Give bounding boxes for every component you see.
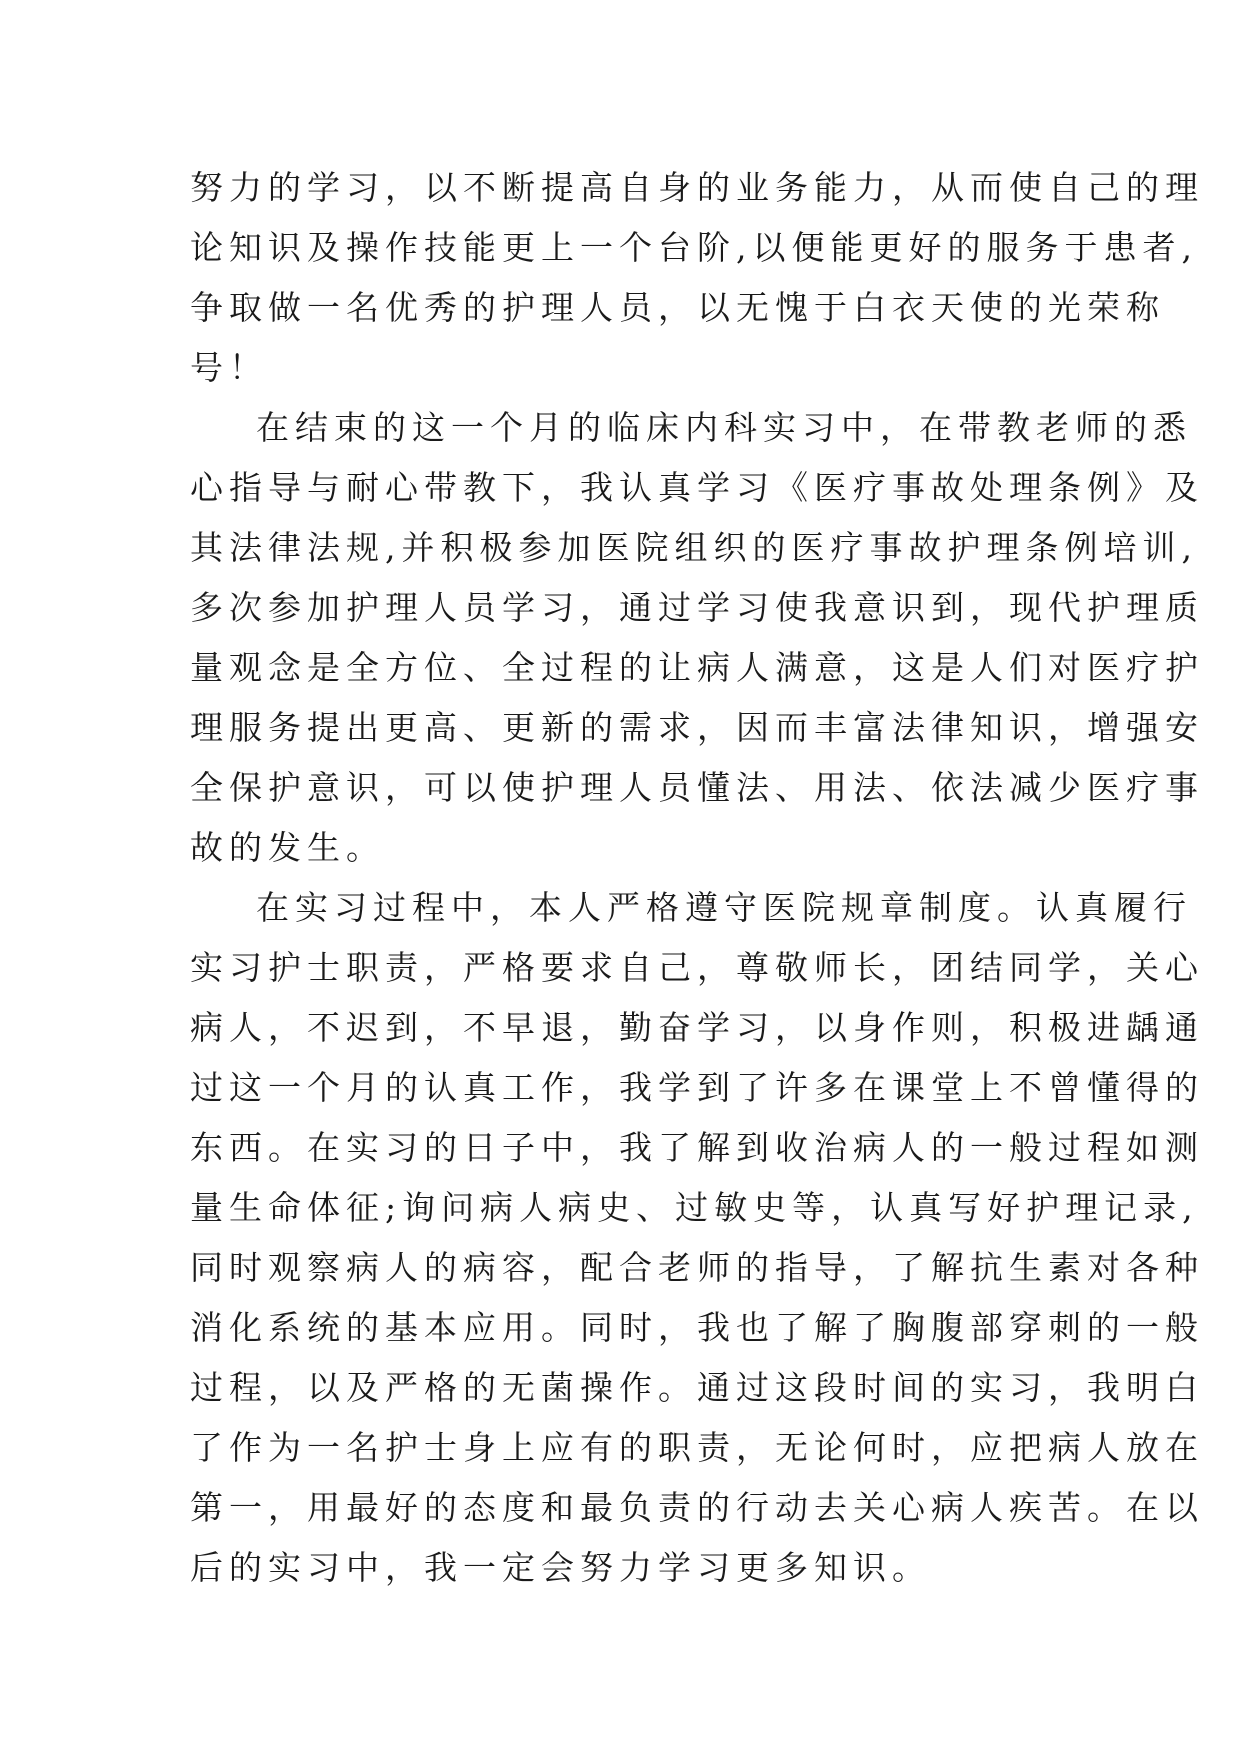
text-line: 心指导与耐心带教下，我认真学习《医疗事故处理条例》及 [190, 468, 1204, 507]
paragraph-2 [190, 398, 1204, 878]
text-line: 消化系统的基本应用。同时，我也了解了胸腹部穿刺的一般 [190, 1308, 1204, 1347]
text-line: 多次参加护理人员学习，通过学习使我意识到，现代护理质 [190, 588, 1204, 627]
paragraph-3 [190, 878, 1204, 1598]
text-line: 其法律法规,并积极参加医院组织的医疗事故护理条例培训, [190, 528, 1198, 567]
text-line: 努力的学习，以不断提高自身的业务能力，从而使自己的理 [190, 168, 1204, 207]
text-line: 理服务提出更高、更新的需求，因而丰富法律知识，增强安 [190, 708, 1204, 747]
text-line: 量生命体征;询问病人病史、过敏史等，认真写好护理记录, [190, 1188, 1199, 1227]
text-line: 在实习过程中，本人严格遵守医院规章制度。认真履行 [256, 888, 1192, 927]
paragraph-1 [190, 158, 1204, 398]
text-line: 争取做一名优秀的护理人员，以无愧于白衣天使的光荣称 [190, 288, 1165, 327]
text-line: 在结束的这一个月的临床内科实习中，在带教老师的悉 [256, 408, 1192, 447]
text-line: 病人，不迟到，不早退，勤奋学习，以身作则，积极进龋通 [190, 1008, 1204, 1047]
text-line: 故的发生。 [190, 828, 385, 867]
text-line: 同时观察病人的病容，配合老师的指导，了解抗生素对各种 [190, 1248, 1204, 1287]
text-line: 第一，用最好的态度和最负责的行动去关心病人疾苦。在以 [190, 1488, 1204, 1527]
document-body [190, 158, 1204, 1598]
text-line: 了作为一名护士身上应有的职责，无论何时，应把病人放在 [190, 1428, 1204, 1467]
text-line: 量观念是全方位、全过程的让病人满意，这是人们对医疗护 [190, 648, 1204, 687]
text-line: 过这一个月的认真工作，我学到了许多在课堂上不曾懂得的 [190, 1068, 1204, 1107]
text-line: 论知识及操作技能更上一个台阶,以便能更好的服务于患者, [190, 228, 1198, 267]
text-line: 后的实习中，我一定会努力学习更多知识。 [190, 1548, 931, 1587]
text-line: 东西。在实习的日子中，我了解到收治病人的一般过程如测 [190, 1128, 1204, 1167]
text-line: 号！ [190, 348, 268, 387]
text-line: 实习护士职责，严格要求自己，尊敬师长，团结同学，关心 [190, 948, 1204, 987]
text-line: 过程，以及严格的无菌操作。通过这段时间的实习，我明白 [190, 1368, 1204, 1407]
text-line: 全保护意识，可以使护理人员懂法、用法、依法减少医疗事 [190, 768, 1204, 807]
